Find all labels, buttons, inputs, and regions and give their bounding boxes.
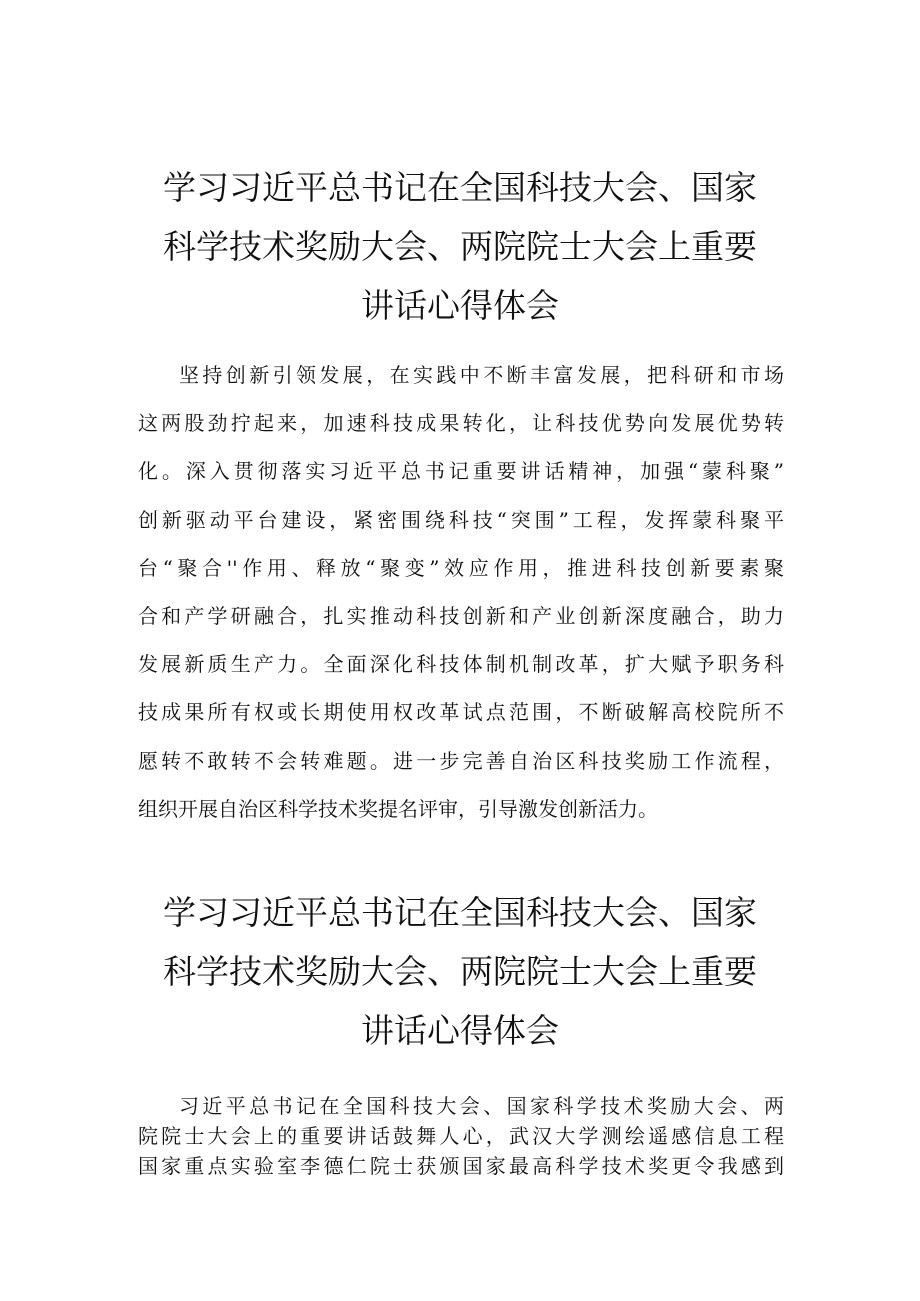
- section-1-title: [110, 158, 810, 335]
- title-line: 学习习近平总书记在全国科技大会、国家: [163, 893, 757, 932]
- section-2-title: [110, 883, 810, 1060]
- paragraph-line: 这两股劲拧起来，加速科技成果转化，让科技优势向发展优势转: [138, 411, 784, 436]
- section-2-body: [138, 1091, 784, 1181]
- paragraph-line: 院院士大会上的重要讲话鼓舞人心，武汉大学测绘遥感信息工程: [138, 1124, 784, 1148]
- paragraph-line: 技成果所有权或长期使用权改革试点范围，不断破解高校院所不: [138, 700, 784, 725]
- paragraph-line: 国家重点实验室李德仁院士获颁国家最高科学技术奖更令我感到: [138, 1154, 784, 1178]
- paragraph-line: 创新驱动平台建设，紧密围绕科技“突围”工程，发挥蒙科聚平: [138, 507, 784, 532]
- paragraph-line: 组织开展自治区科学技术奖提名评审，引导激发创新活力。: [138, 796, 658, 821]
- paragraph-line: 坚持创新引领发展，在实践中不断丰富发展，把科研和市场: [179, 363, 784, 387]
- title-line: 科学技术奖励大会、两院院士大会上重要: [163, 952, 757, 991]
- title-line: 讲话心得体会: [361, 286, 559, 325]
- title-line: 学习习近平总书记在全国科技大会、国家: [163, 168, 757, 207]
- paragraph-line: 习近平总书记在全国科技大会、国家科学技术奖励大会、两: [179, 1094, 784, 1118]
- paragraph-line: 台“聚合''作用、释放“聚变”效应作用，推进科技创新要素聚: [138, 555, 784, 580]
- paragraph-line: 合和产学研融合，扎实推动科技创新和产业创新深度融合，助力: [138, 604, 784, 629]
- title-line: 科学技术奖励大会、两院院士大会上重要: [163, 227, 757, 266]
- title-line: 讲话心得体会: [361, 1011, 559, 1050]
- paragraph-line: 化。深入贯彻落实习近平总书记重要讲话精神，加强“蒙科聚”: [138, 459, 784, 484]
- paragraph-line: 发展新质生产力。全面深化科技体制机制改革，扩大赋予职务科: [138, 652, 784, 677]
- paragraph-line: 愿转不敢转不会转难题。进一步完善自治区科技奖励工作流程，: [138, 748, 784, 773]
- section-1-body: [138, 351, 784, 833]
